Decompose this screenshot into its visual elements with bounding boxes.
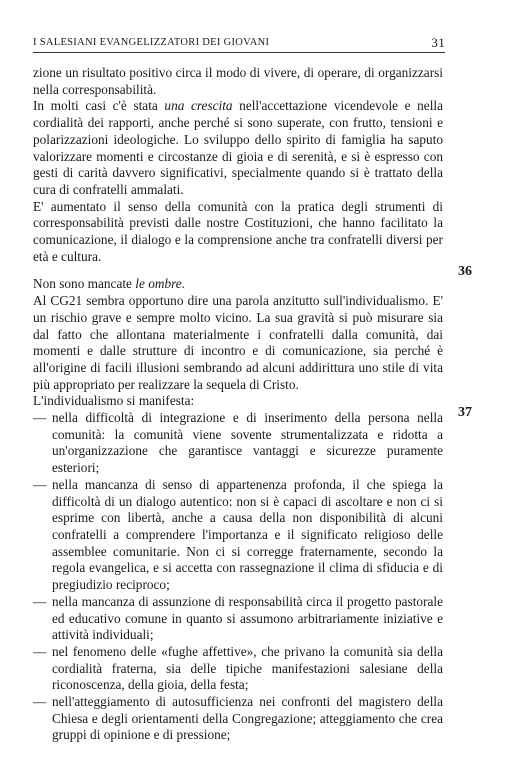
paragraph-manifesta: L'individualismo si manifesta: xyxy=(33,393,195,409)
running-title: I SALESIANI EVANGELIZZATORI DEI GIOVANI xyxy=(33,37,270,48)
list-item: — nel fenomeno delle «fughe affettive», che privano la comunità sia della cordialità fraterna, sia delle tipiche manifestazioni salesiane della riconoscenza, della gioia, della festa; xyxy=(33,644,443,694)
emphasis-una-crescita: una crescita xyxy=(164,98,233,114)
paragraph-senso-comunita: E' aumentato il senso della comunità con la pratica degli strumenti di corresponsabilità previsti dalle nostre Costituzioni, che hanno facilitato la comunicazione, il dialogo e la comprensione anche tra confratelli diversi per età e cultura. xyxy=(33,198,443,264)
paragraph-number-36: 36 xyxy=(458,264,472,279)
running-header xyxy=(33,37,445,51)
list-item: — nella difficoltà di integrazione e di inserimento della persona nella comunità: la comunità viene sovente strumentalizzata e ridotta a un'organizzazione che garantisce vantaggi e sicurezze puramente esteriori; xyxy=(33,410,443,477)
emphasis-le-ombre: le ombre. xyxy=(135,276,186,292)
page-body xyxy=(33,65,443,744)
manifestations-list xyxy=(33,410,443,744)
list-item: — nella mancanza di assunzione di responsabilità circa il progetto pastorale ed educativo comune in quanto si assumono arbitrariamente iniziative e attività individuali; xyxy=(33,594,443,644)
paragraph-continuation: zione un risultato positivo circa il modo di vivere, di operare, di organizzarsi nella corresponsabilità. xyxy=(33,65,443,97)
paragraph-ombre xyxy=(33,276,443,293)
paragraph-crescita-rest: nell'accettazione vicendevole e nella cordialità dei rapporti, anche perché si sono superate, con frutto, tensioni e polarizzazioni ideologiche. Lo sviluppo dello spirito di famiglia ha saputo valorizzare momenti e circostanze di gioia e di serenità, e si è espresso con gesti di carità davvero significativi, specialmente quando si è trattato della cura di confratelli ammalati. xyxy=(33,98,444,197)
list-item: — nell'atteggiamento di autosufficienza nei confronti del magistero della Chiesa e degli orientamenti della Congregazione; atteggiamento che crea gruppi di opinione e di pressione; xyxy=(33,694,443,744)
paragraph-ombre-intro: Non sono mancate xyxy=(33,276,136,292)
paragraph-crescita xyxy=(33,98,443,198)
list-item: — nella mancanza di senso di appartenenza profonda, il che spiega la difficoltà di un dialogo autentico: non si è capaci di ascoltare e non ci si esprime con libertà, anche a causa della non disponibilità di alcuni confratelli a comprendere l'importanza e il significato religioso delle assemblee comunitarie. Non ci si corregge fraternamente, secondo la regola evangelica, e si accetta con rassegnazione il clima di sfiducia e di pregiudizio reciproco; xyxy=(33,477,443,594)
header-rule xyxy=(33,52,445,53)
paragraph-individualismo: Al CG21 sembra opportuno dire una parola anzitutto sull'individualismo. E' un rischio grave e sempre molto vicino. La sua gravità si può misurare sia dal fatto che allontana materialmente i confratelli dalla comunità, dai momenti e dalle strutture di incontro e di comunicazione, sia perché è all'origine di facili illusioni sembrando ad alcuni addirittura uno stile di vita più appropriato per realizzare la sequela di Cristo. xyxy=(33,293,443,392)
page-number: 31 xyxy=(431,35,445,50)
paragraph-crescita-intro: In molti casi c'è stata xyxy=(33,98,165,114)
paragraph-number-37: 37 xyxy=(458,405,472,420)
